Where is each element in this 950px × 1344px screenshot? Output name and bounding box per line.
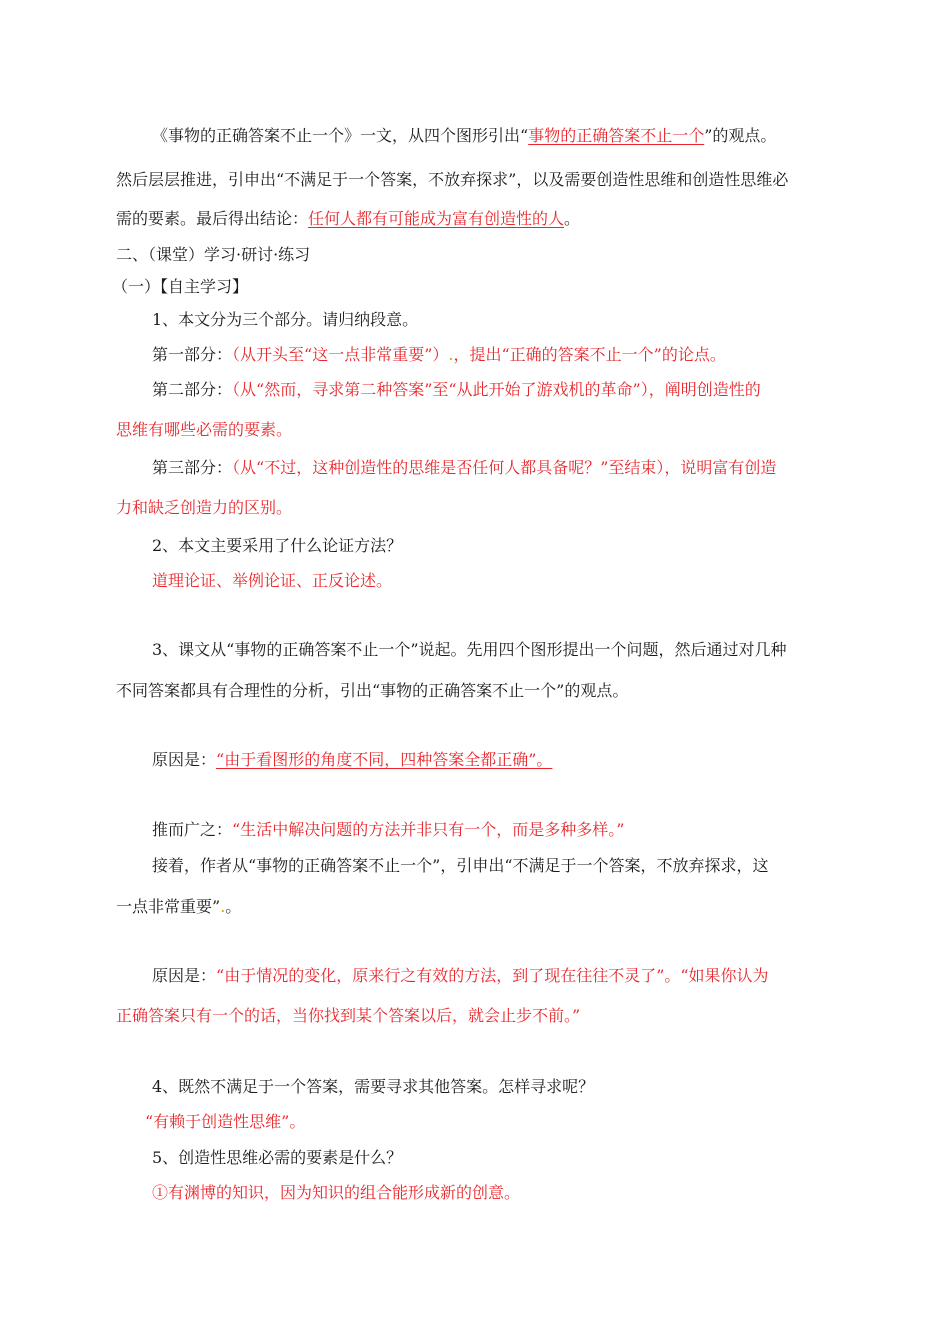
part-answer: （从“然而，寻求第二种答案”至“从此开始了游戏机的革命”），阐明创造性的 (232, 380, 761, 399)
extend-label: 推而广之： (152, 820, 233, 839)
part-label: 第三部分： (152, 458, 233, 477)
part-answer: ，提出“正确的答案不止一个”的论点。 (453, 345, 726, 364)
intro-text: 《事物的正确答案不止一个》一文，从四个图形引出“ (152, 126, 529, 145)
reason-label: 原因是： (152, 750, 217, 769)
part-label: 第一部分： (152, 345, 233, 364)
q3-reason-1 (152, 750, 552, 770)
q1-part-2-cont: 思维有哪些必需的要素。 (116, 420, 293, 439)
part-answer: （从开头至“这一点非常重要”） (232, 345, 449, 364)
subsection-heading: （一）【自主学习】 (112, 277, 249, 296)
q4-answer: “有赖于创造性思维”。 (145, 1112, 306, 1131)
q3-reason-2 (152, 966, 769, 986)
intro-line-1 (152, 126, 776, 146)
question-5: 5、创造性思维必需的要素是什么？ (152, 1148, 403, 1167)
q3-reason-2-cont: 正确答案只有一个的话，当你找到某个答案以后，就会止步不前。” (116, 1006, 581, 1025)
highlight-conclusion: 任何人都有可能成为富有创造性的人 (308, 209, 565, 228)
stray-dot: . (220, 897, 226, 916)
q1-part-3-cont: 力和缺乏创造力的区别。 (116, 498, 293, 517)
intro-text: ”的观点。 (704, 126, 777, 145)
highlight-thesis: 事物的正确答案不止一个 (528, 126, 705, 145)
intro-line-3 (116, 209, 580, 229)
intro-line-2: 然后层层推进，引申出“不满足于一个答案，不放弃探求”，以及需要创造性思维和创造性思维必 (116, 170, 789, 189)
q1-part-2 (152, 380, 761, 400)
question-3-line-2: 不同答案都具有合理性的分析，引出“事物的正确答案不止一个”的观点。 (116, 681, 629, 700)
next-text: 。 (225, 897, 242, 916)
q5-answer: ①有渊博的知识，因为知识的组合能形成新的创意。 (152, 1183, 521, 1202)
question-3-line-1: 3、课文从“事物的正确答案不止一个”说起。先用四个图形提出一个问题，然后通过对几种 (152, 640, 787, 659)
q1-part-3 (152, 458, 776, 478)
stray-dot: . (448, 345, 454, 364)
question-1: 1、本文分为三个部分。请归纳段意。 (152, 310, 419, 329)
part-label: 第二部分： (152, 380, 233, 399)
reason-label: 原因是： (152, 966, 217, 985)
reason-answer: “由于情况的变化，原来行之有效的方法，到了现在往往不灵了”。“如果你认为 (216, 966, 769, 985)
reason-answer: “由于看图形的角度不同，四种答案全都正确”。 (216, 750, 553, 769)
q2-answer: 道理论证、举例论证、正反论述。 (152, 571, 393, 590)
next-text: 一点非常重要” (116, 897, 221, 916)
question-2: 2、本文主要采用了什么论证方法？ (152, 536, 403, 555)
q1-part-1 (152, 345, 726, 365)
section-heading: 二、（课堂）学习·研讨·练习 (116, 245, 311, 264)
extend-answer: “生活中解决问题的方法并非只有一个，而是多种多样。” (232, 820, 625, 839)
q3-next-line-2 (116, 897, 241, 917)
part-answer: （从“不过，这种创造性的思维是否任何人都具备呢？”至结束），说明富有创造 (232, 458, 777, 477)
intro-text: 。 (564, 209, 581, 228)
question-4: 4、既然不满足于一个答案，需要寻求其他答案。怎样寻求呢？ (152, 1077, 595, 1096)
q3-extend (152, 820, 624, 840)
intro-text: 需的要素。最后得出结论： (116, 209, 309, 228)
q3-next-line-1: 接着，作者从“事物的正确答案不止一个”，引申出“不满足于一个答案，不放弃探求，这 (152, 856, 769, 875)
